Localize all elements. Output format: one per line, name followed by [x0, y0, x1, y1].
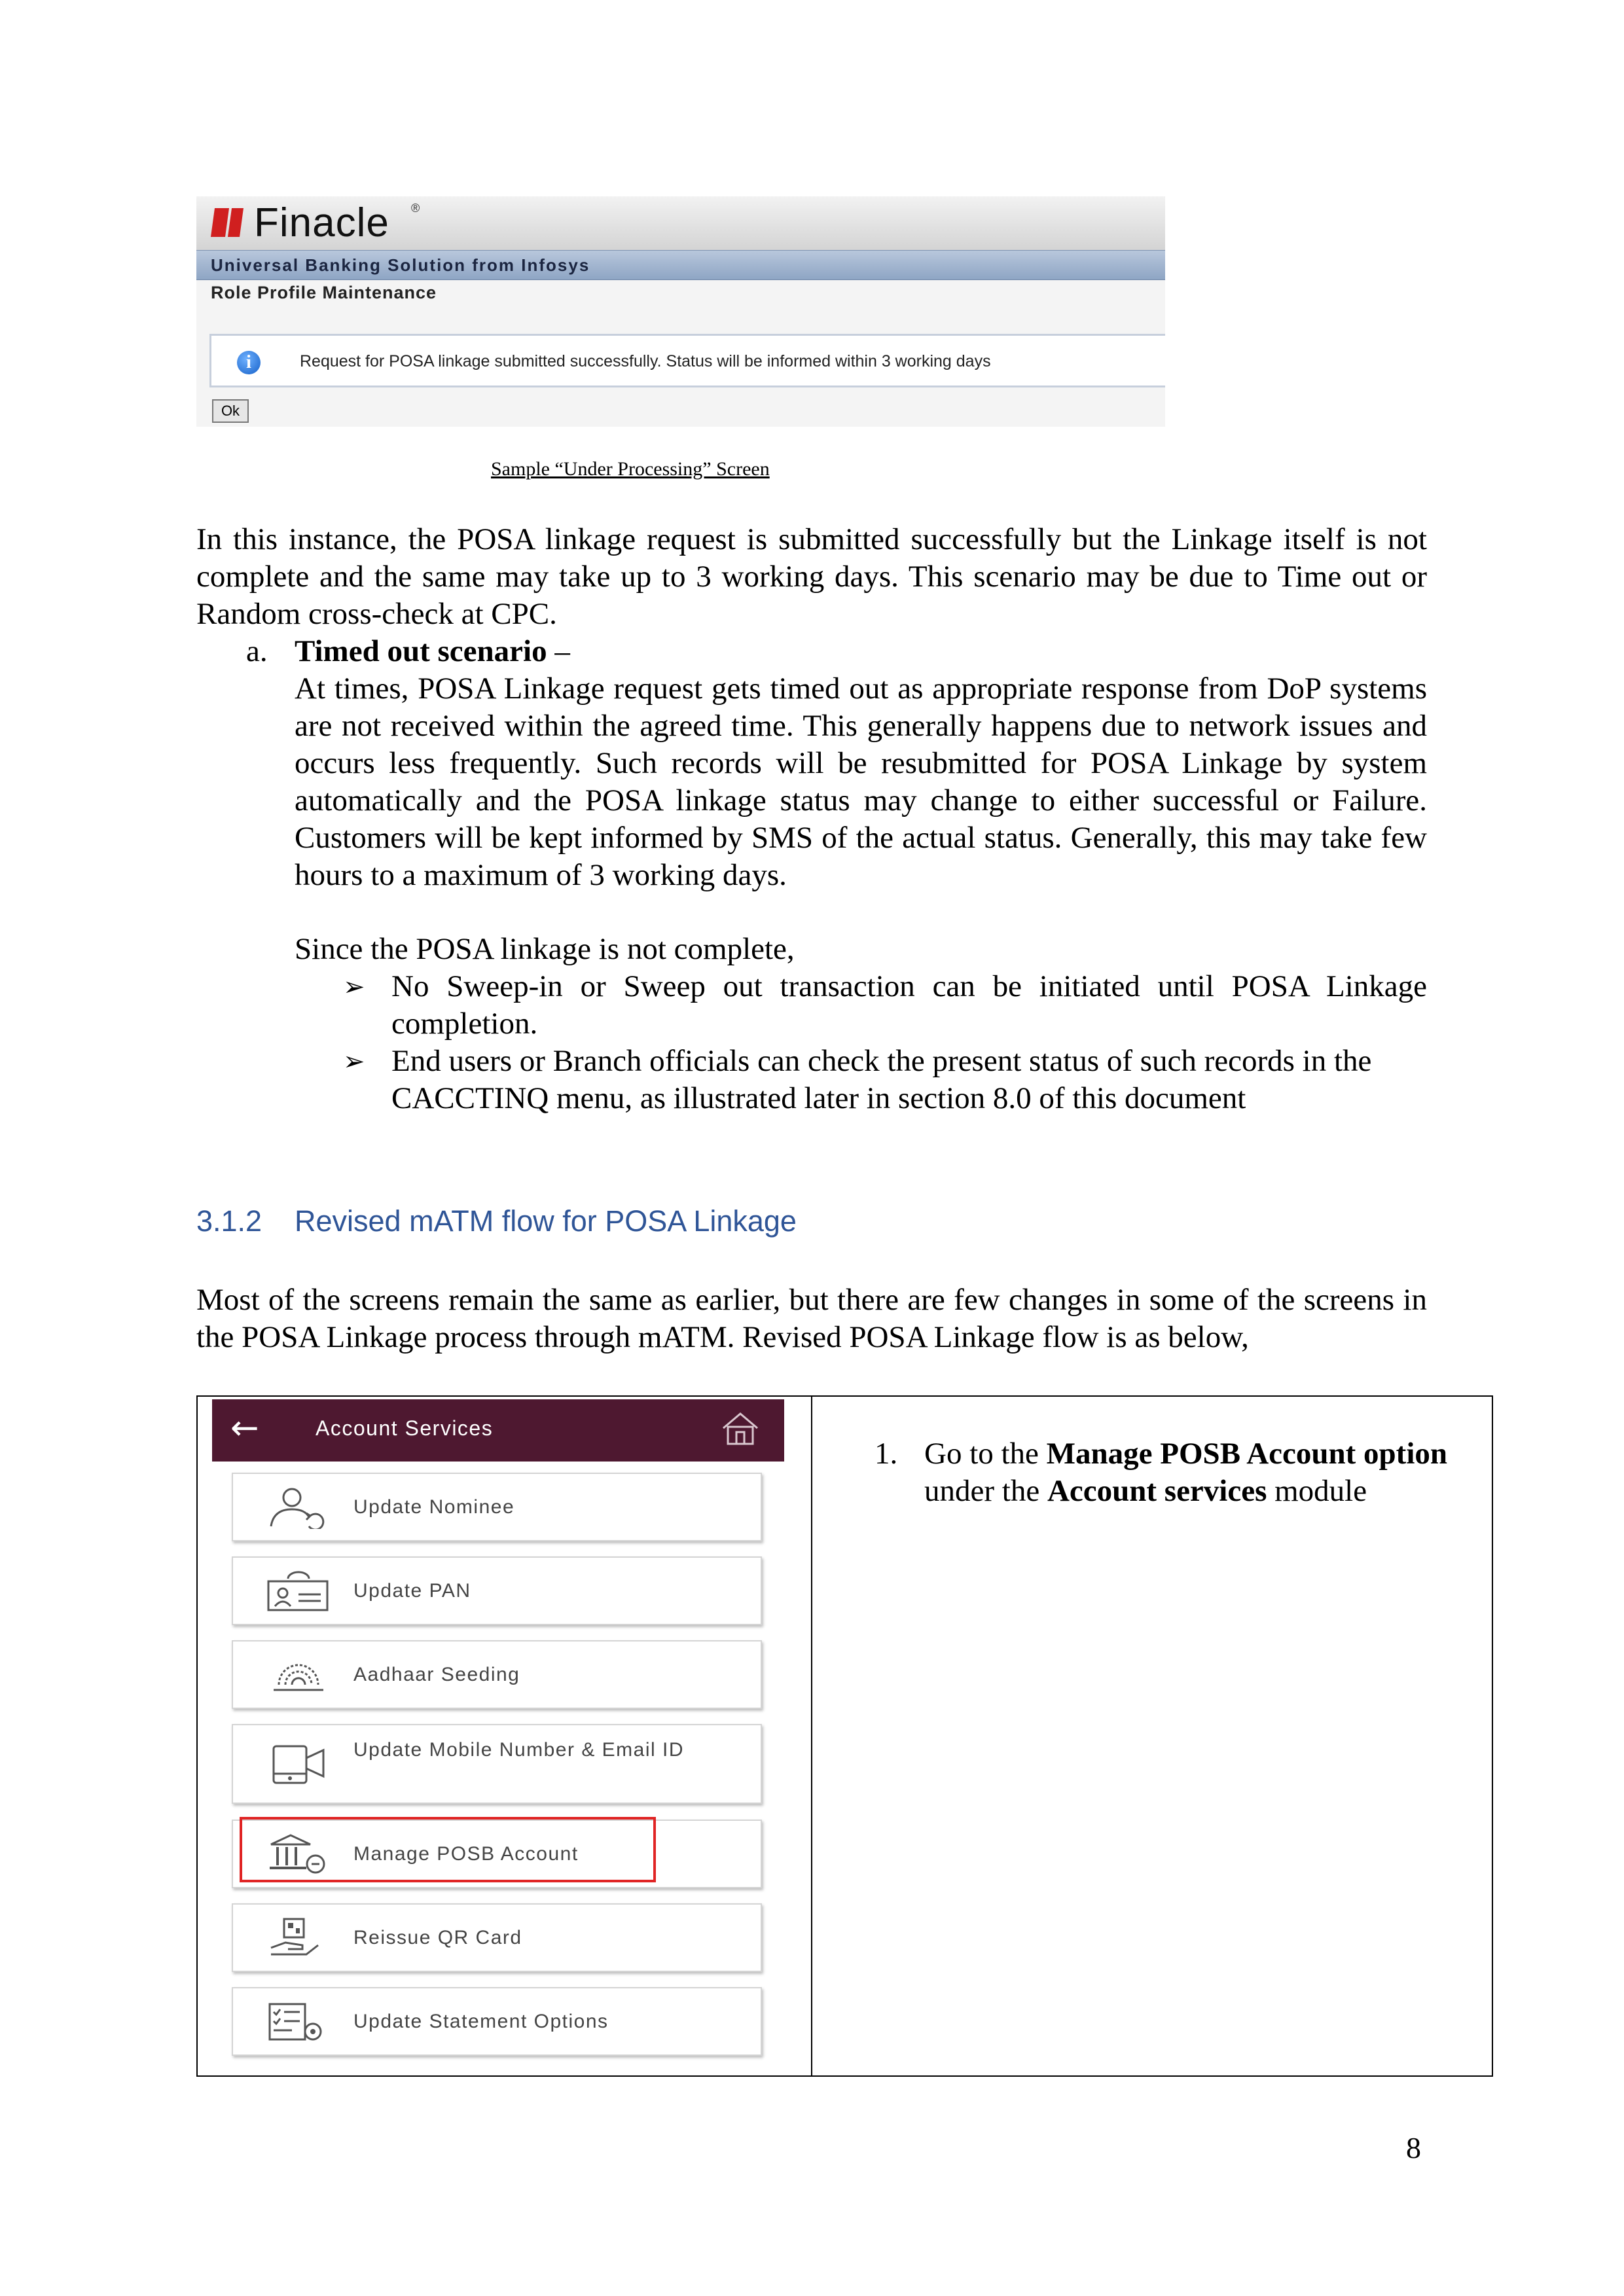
step-number: 1. — [875, 1437, 898, 1471]
menu-item-label: Manage POSB Account — [353, 1843, 579, 1865]
section-number: 3.1.2 — [196, 1204, 262, 1238]
nominee-icon — [266, 1487, 331, 1529]
menu-item-reissue-qr-card[interactable] — [232, 1903, 762, 1972]
bullet-arrow-icon: ➢ — [343, 1047, 365, 1077]
account-services-header — [212, 1399, 784, 1462]
list-marker: a. — [246, 634, 268, 668]
step-text-prefix: Go to the — [924, 1437, 1047, 1471]
menu-item-label: Update Mobile Number & Email ID — [353, 1739, 685, 1761]
menu-item-label: Update PAN — [353, 1580, 471, 1602]
menu-item-update-statement-options[interactable] — [232, 1987, 762, 2056]
table-column-divider — [811, 1395, 812, 2077]
section-title: Revised mATM flow for POSA Linkage — [295, 1204, 797, 1238]
menu-item-label: Reissue QR Card — [353, 1927, 522, 1948]
figure-caption: Sample “Under Processing” Screen — [491, 458, 770, 480]
finacle-logo-text: Finacle — [254, 200, 389, 245]
since-paragraph: Since the POSA linkage is not complete, — [295, 932, 795, 966]
page-number: 8 — [1406, 2131, 1421, 2164]
step-instruction — [924, 1435, 1487, 1510]
bullet-item: End users or Branch officials can check the present status of such records in the CACCTINQ menu, as illustrated later in section 8.0 of this document — [391, 1044, 1372, 1115]
step-text-suffix: module — [1267, 1474, 1367, 1508]
intro-paragraph: In this instance, the POSA linkage request is submitted successfully but the Linkage itself is not complete and the same may take up to 3 working days. This scenario may be due to Time out or Random cross-check at CPC. — [196, 522, 1427, 631]
item-heading-dash: – — [547, 634, 570, 668]
menu-item-update-mobile-email[interactable] — [232, 1724, 762, 1804]
account-services-title: Account Services — [316, 1416, 494, 1440]
step-text-middle: under the — [924, 1474, 1047, 1508]
section-intro-paragraph: Most of the screens remain the same as earlier, but there are few changes in some of the screens in the POSA Linkage process through mATM. Revised POSA Linkage flow is as below, — [196, 1283, 1427, 1354]
menu-item-update-nominee[interactable] — [232, 1473, 762, 1541]
qr-card-icon — [266, 1916, 331, 1958]
bullet-arrow-icon: ➢ — [343, 972, 365, 1002]
pan-card-icon — [266, 1571, 331, 1613]
menu-item-label: Aadhaar Seeding — [353, 1664, 520, 1685]
item-heading-bold: Timed out scenario — [295, 634, 547, 668]
back-arrow-icon[interactable]: ← — [230, 1408, 259, 1448]
menu-item-update-pan[interactable] — [232, 1556, 762, 1625]
item-body-paragraph: At times, POSA Linkage request gets timed out as appropriate response from DoP systems are not received within the agreed time. This generally happens due to network issues and occurs less frequently. Such records will be resubmitted for POSA Linkage by system automatically and the POSA linkage status may change to either successful or Failure. Customers will be kept informed by SMS of the actual status. Generally, this may take few hours to a maximum of 3 working days. — [295, 672, 1427, 892]
highlight-box — [240, 1817, 656, 1882]
ok-button[interactable]: Ok — [212, 399, 249, 423]
step-option-bold: Manage POSB Account option — [1046, 1437, 1448, 1471]
finacle-logo-icon — [211, 208, 244, 237]
status-message: Request for POSA linkage submitted successfully. Status will be informed within 3 working days — [300, 352, 991, 370]
step-module-bold: Account services — [1047, 1474, 1267, 1508]
finacle-tagline: Universal Banking Solution from Infosys — [211, 255, 590, 275]
bullet-item: No Sweep-in or Sweep out transaction can be initiated until POSA Linkage completion. — [391, 969, 1427, 1041]
menu-item-label: Update Nominee — [353, 1496, 515, 1518]
aadhaar-icon — [266, 1655, 331, 1696]
info-icon: i — [237, 351, 261, 374]
finacle-screenshot — [196, 196, 1165, 427]
menu-item-aadhaar-seeding[interactable] — [232, 1640, 762, 1709]
menu-item-label: Update Statement Options — [353, 2011, 609, 2032]
mobile-email-icon — [266, 1744, 331, 1785]
registered-mark: ® — [411, 202, 420, 215]
screen-title: Role Profile Maintenance — [211, 283, 437, 302]
home-icon[interactable] — [721, 1411, 759, 1445]
statement-options-icon — [266, 2001, 331, 2043]
item-heading — [295, 633, 570, 670]
